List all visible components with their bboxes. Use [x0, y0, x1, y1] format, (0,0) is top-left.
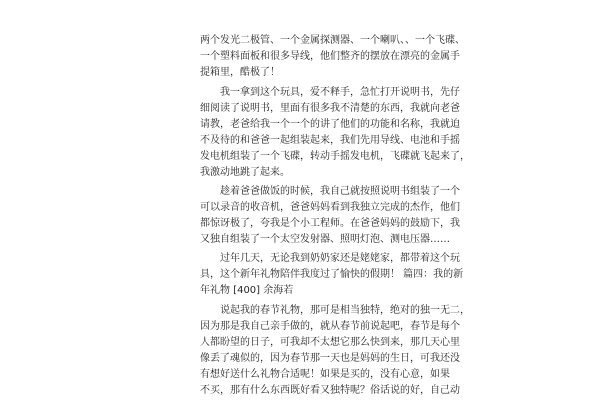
text-line: 两个发光二极管、一个金属探测器、一个喇叭、、一个飞碟、 — [200, 35, 465, 46]
text-line: 不买，那有什么东西既好看又独特呢？俗话说的好，自己动 — [200, 385, 460, 396]
text-line: 提箱里，酷极了！ — [200, 67, 280, 78]
text-line: 一个塑料面板和很多导线，他们整齐的摆放在漂亮的金属手 — [200, 51, 460, 62]
text-line: 请教，老爸给我一个一个的讲了他们的功能和名称，我就迫 — [200, 119, 460, 130]
text-line: 可以录音的收音机，爸爸妈妈看到我独立完成的杰作，他们 — [200, 202, 460, 213]
text-line: 过年几天，无论我到奶奶家还是姥姥家，都带着这个玩 — [220, 253, 460, 264]
text-line: 细阅读了说明书，里面有很多我不清楚的东西，我就向老爸 — [200, 103, 460, 114]
text-line: 我激动地跳了起来。 — [200, 167, 290, 178]
text-line: 我一拿到这个玩具，爱不释手，急忙打开说明书，先仔 — [220, 87, 460, 98]
text-line: 具，这个新年礼物陪伴我度过了愉快的假期！ 篇四：我的新 — [200, 269, 464, 280]
text-line: 有想好送什么礼物合适呢！如果是买的，没有心意，如果 — [200, 369, 450, 380]
text-line: 因为那是我自己亲手做的，就从春节前说起吧，春节是每个 — [200, 321, 460, 332]
text-line: 又独自组装了一个太空发射器、照明灯泡、测电压器…… — [200, 234, 450, 245]
text-line: 人都盼望的日子，可我却不太想它那么快到来，那几天心里 — [200, 337, 460, 348]
text-line: 像丢了魂似的，因为春节那一天也是妈妈的生日，可我还没 — [200, 353, 460, 364]
text-line: 发电机组装了一个飞碟，转动手摇发电机，飞碟就飞起来了， — [200, 151, 470, 162]
text-line: 不及待的和爸爸一起组装起来，我们先用导线、电池和手摇 — [200, 135, 460, 146]
text-line: 都惊讶极了，夸我是个小工程师。在爸爸妈妈的鼓励下，我 — [200, 218, 460, 229]
text-line: 年礼物 [400] 余海若 — [200, 285, 294, 296]
text-line: 说起我的春节礼物，那可是相当独特，绝对的独一无二， — [220, 305, 470, 316]
text-line: 趁着爸爸做饭的时候，我自己就按照说明书组装了一个 — [220, 186, 460, 197]
